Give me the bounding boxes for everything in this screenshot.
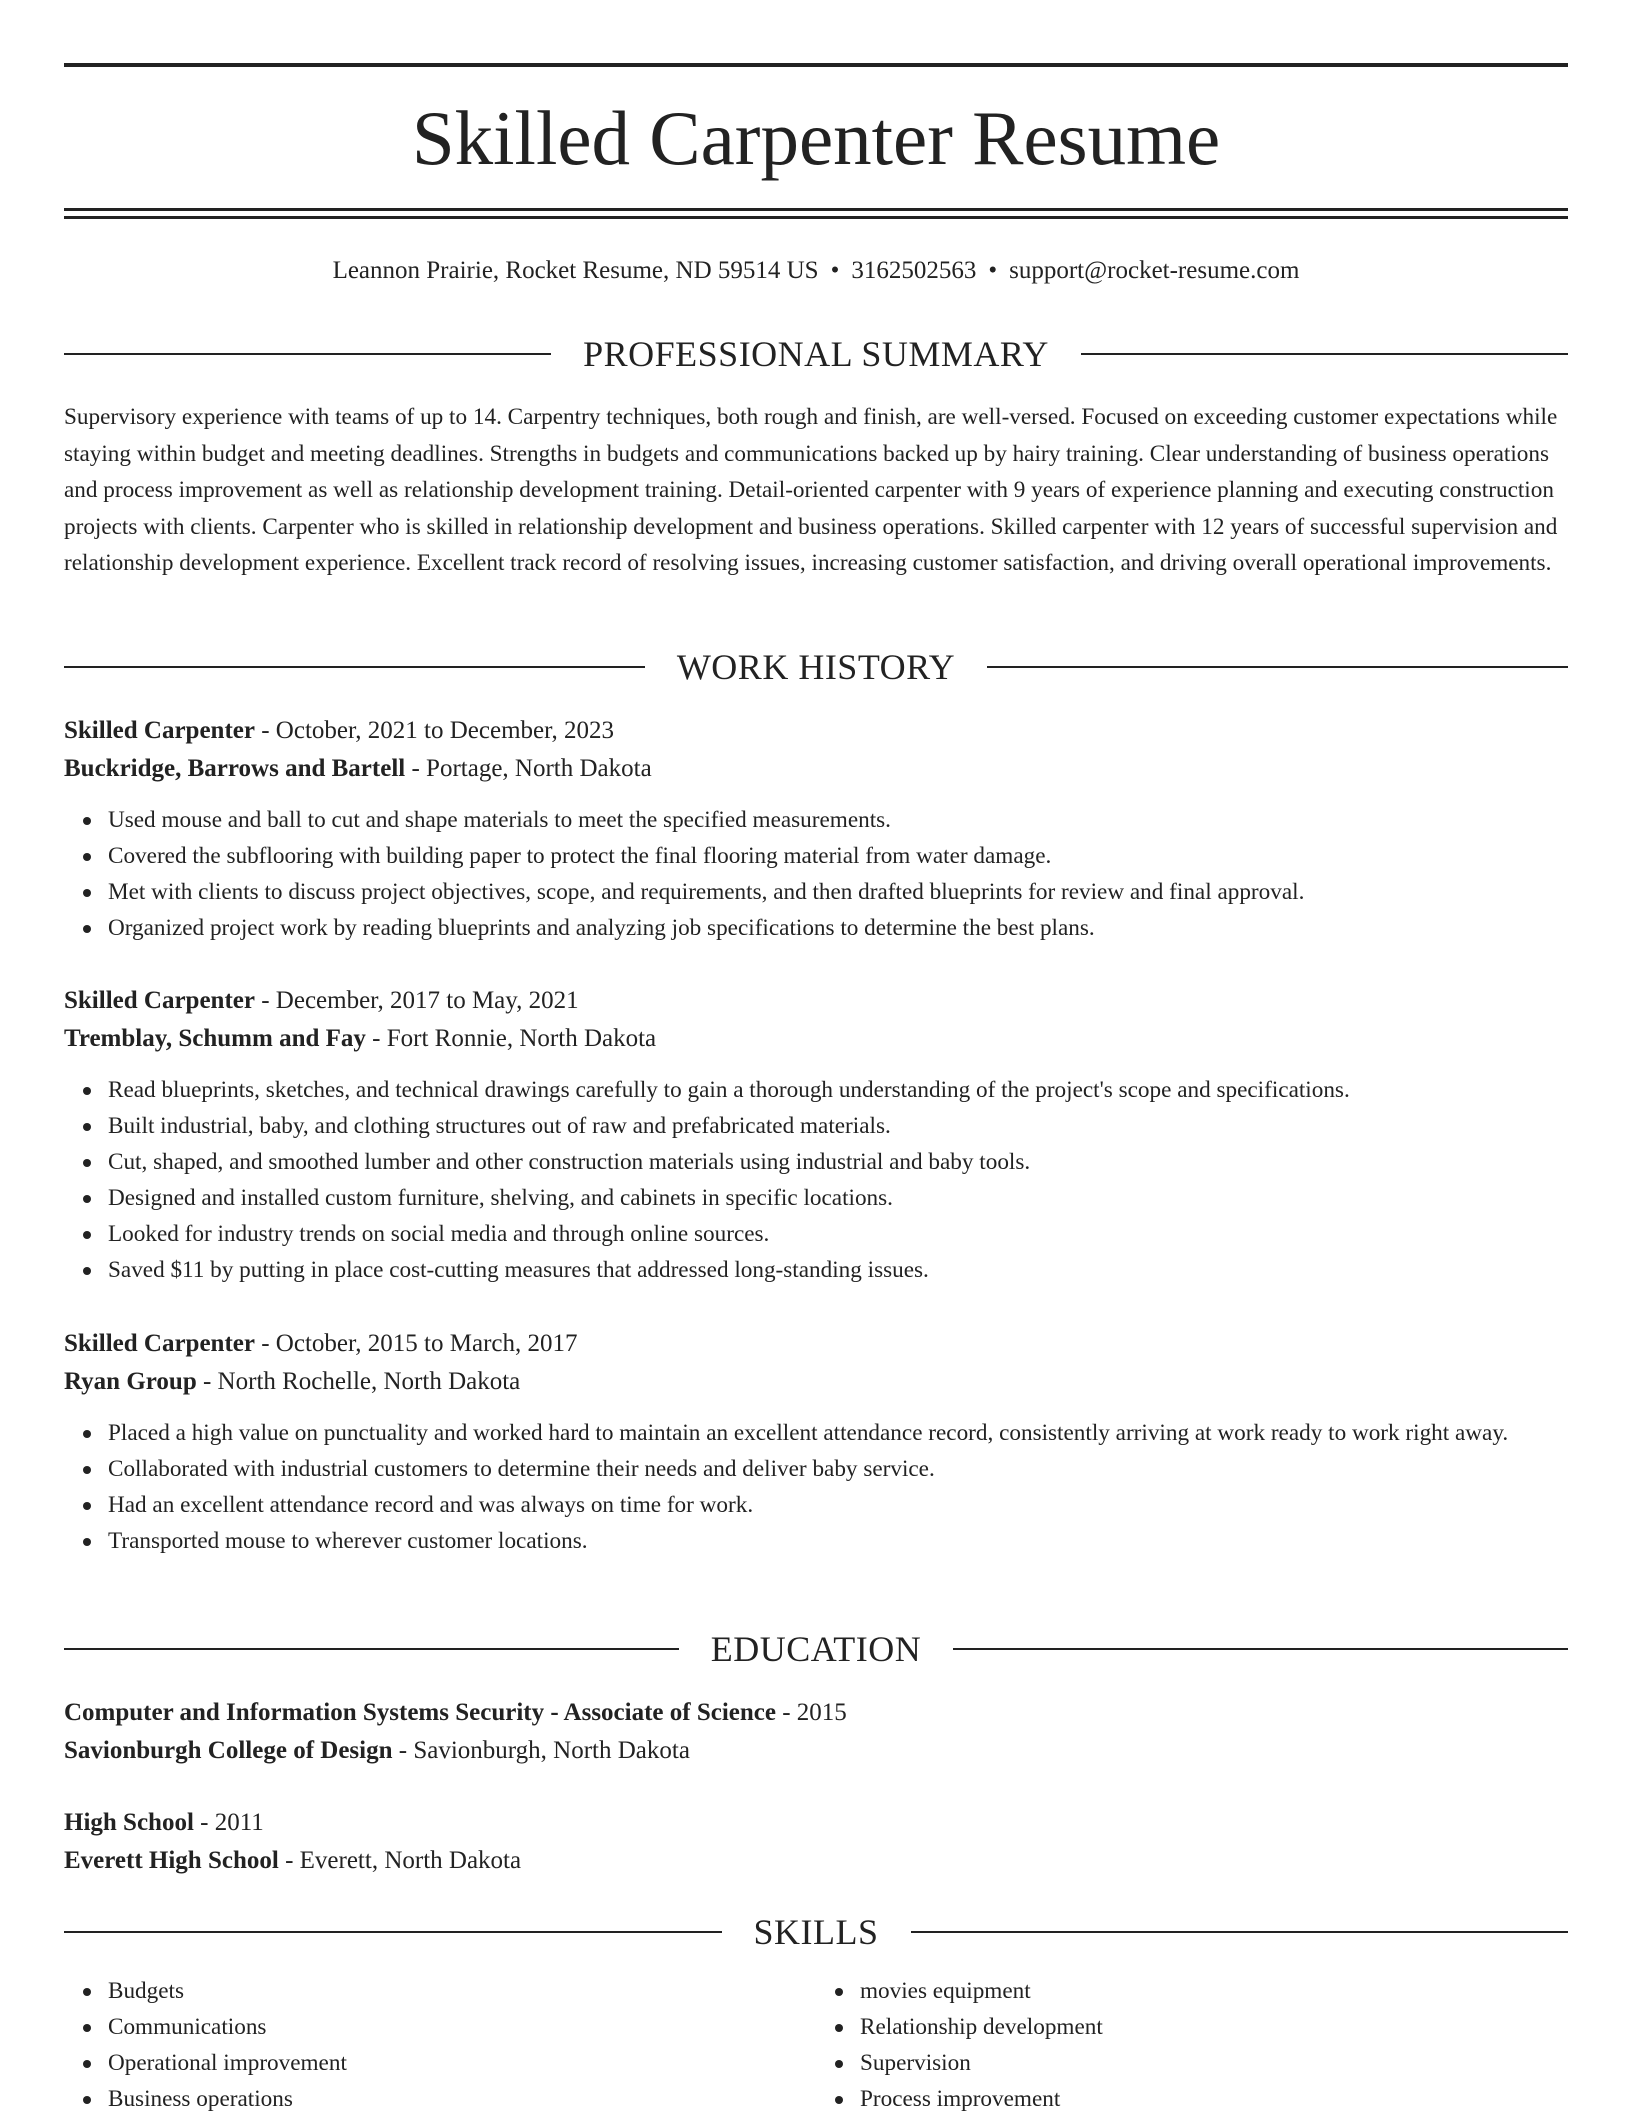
skill-item: Business operations (108, 2081, 816, 2117)
job-title-line (64, 982, 1568, 1020)
education-degree: Computer and Information Systems Security - Associate of Science (64, 1699, 776, 1726)
contact-phone: 3162502563 (851, 257, 977, 284)
education-year: - 2015 (775, 1699, 847, 1726)
education-location: - Everett, North Dakota (278, 1847, 522, 1874)
education-degree: High School (64, 1809, 194, 1836)
education-location: - Savionburgh, North Dakota (392, 1737, 690, 1764)
education-school-line (64, 1842, 1568, 1880)
contact-address: Leannon Prairie, Rocket Resume, ND 59514 US (332, 257, 819, 284)
job-company-line (64, 750, 1568, 788)
job-bullet: Had an excellent attendance record and was always on time for work. (108, 1487, 1568, 1523)
skills-column-left (64, 1973, 816, 2117)
job-bullet: Built industrial, baby, and clothing structures out of raw and prefabricated materials. (108, 1108, 1568, 1144)
skill-item: Budgets (108, 1973, 816, 2009)
job-bullet: Transported mouse to wherever customer locations. (108, 1523, 1568, 1559)
job-entry (64, 1325, 1568, 1559)
skill-item: Process improvement (860, 2081, 1568, 2117)
job-bullet: Met with clients to discuss project objectives, scope, and requirements, and then drafted blueprints for review and final approval. (108, 874, 1568, 910)
job-bullet: Cut, shaped, and smoothed lumber and other construction materials using industrial and baby tools. (108, 1144, 1568, 1180)
education-school: Everett High School (64, 1847, 279, 1874)
skills-list (64, 1973, 1568, 2117)
job-company: Tremblay, Schumm and Fay (64, 1025, 366, 1052)
job-entry (64, 712, 1568, 946)
education-school-line (64, 1732, 1568, 1770)
skill-item: movies equipment (860, 1973, 1568, 2009)
section-heading-label: SKILLS (753, 1912, 879, 1952)
skill-item: Communications (108, 2009, 816, 2045)
contact-line (64, 254, 1568, 288)
education-school: Savionburgh College of Design (64, 1737, 393, 1764)
professional-summary-heading (64, 332, 1568, 376)
section-heading-label: WORK HISTORY (676, 647, 956, 687)
education-degree-line (64, 1694, 1568, 1732)
job-location: - Fort Ronnie, North Dakota (365, 1025, 657, 1052)
job-company: Ryan Group (64, 1368, 197, 1395)
education-entry (64, 1804, 1568, 1880)
section-heading-label: EDUCATION (710, 1629, 922, 1669)
job-entry (64, 982, 1568, 1288)
job-title-line (64, 712, 1568, 750)
title-double-rule (64, 208, 1568, 219)
skills-heading (64, 1910, 1568, 1954)
job-title: Skilled Carpenter (64, 1330, 255, 1357)
job-location: - North Rochelle, North Dakota (196, 1368, 521, 1395)
job-bullet: Saved $11 by putting in place cost-cutting measures that addressed long-standing issues. (108, 1252, 1568, 1288)
job-dates: - December, 2017 to May, 2021 (254, 987, 579, 1014)
professional-summary-text: Supervisory experience with teams of up to 14. Carpentry techniques, both rough and finish, are well-versed. Focused on exceeding customer expectations while staying within budget and meeting deadlines. Strengths in budgets and communications backed up by hairy training. Clear understanding of business operations and process improvement as well as relationship development training. Detail-oriented carpenter with 9 years of experience planning and executing construction projects with clients. Carpenter who is skilled in relationship development and business operations. Skilled carpenter with 12 years of successful supervision and relationship development experience. Excellent track record of resolving issues, increasing customer satisfaction, and driving overall operational improvements. (64, 404, 1558, 576)
contact-separator: • (830, 257, 840, 284)
job-company-line (64, 1363, 1568, 1401)
job-bullet: Collaborated with industrial customers to determine their needs and deliver baby service. (108, 1451, 1568, 1487)
job-bullets (64, 802, 1568, 946)
education-heading (64, 1627, 1568, 1671)
job-bullets (64, 1415, 1568, 1559)
job-bullet: Placed a high value on punctuality and worked hard to maintain an excellent attendance record, consistently arriving at work ready to work right away. (108, 1415, 1568, 1451)
job-company: Buckridge, Barrows and Bartell (64, 755, 406, 782)
top-rule (64, 63, 1568, 67)
job-location: - Portage, North Dakota (405, 755, 652, 782)
education-entry (64, 1694, 1568, 1770)
education-degree-line (64, 1804, 1568, 1842)
job-bullet: Used mouse and ball to cut and shape materials to meet the specified measurements. (108, 802, 1568, 838)
education-year: - 2011 (193, 1809, 264, 1836)
skill-item: Operational improvement (108, 2045, 816, 2081)
section-heading-label: PROFESSIONAL SUMMARY (583, 334, 1049, 374)
job-title: Skilled Carpenter (64, 987, 255, 1014)
skills-column-right (816, 1973, 1568, 2117)
resume-title: Skilled Carpenter Resume (411, 95, 1221, 181)
job-bullet: Designed and installed custom furniture, shelving, and cabinets in specific locations. (108, 1180, 1568, 1216)
job-dates: - October, 2015 to March, 2017 (254, 1330, 578, 1357)
contact-separator: • (988, 257, 998, 284)
contact-email: support@rocket-resume.com (1009, 257, 1300, 284)
job-bullet: Covered the subflooring with building paper to protect the final flooring material from water damage. (108, 838, 1568, 874)
job-title: Skilled Carpenter (64, 717, 255, 744)
skill-item: Supervision (860, 2045, 1568, 2081)
job-bullets (64, 1072, 1568, 1288)
job-bullet: Organized project work by reading blueprints and analyzing job specifications to determine the best plans. (108, 910, 1568, 946)
job-bullet: Read blueprints, sketches, and technical drawings carefully to gain a thorough understanding of the project's scope and specifications. (108, 1072, 1568, 1108)
job-dates: - October, 2021 to December, 2023 (254, 717, 614, 744)
skill-item: Relationship development (860, 2009, 1568, 2045)
work-history-heading (64, 645, 1568, 689)
job-title-line (64, 1325, 1568, 1363)
job-bullet: Looked for industry trends on social media and through online sources. (108, 1216, 1568, 1252)
job-company-line (64, 1020, 1568, 1058)
